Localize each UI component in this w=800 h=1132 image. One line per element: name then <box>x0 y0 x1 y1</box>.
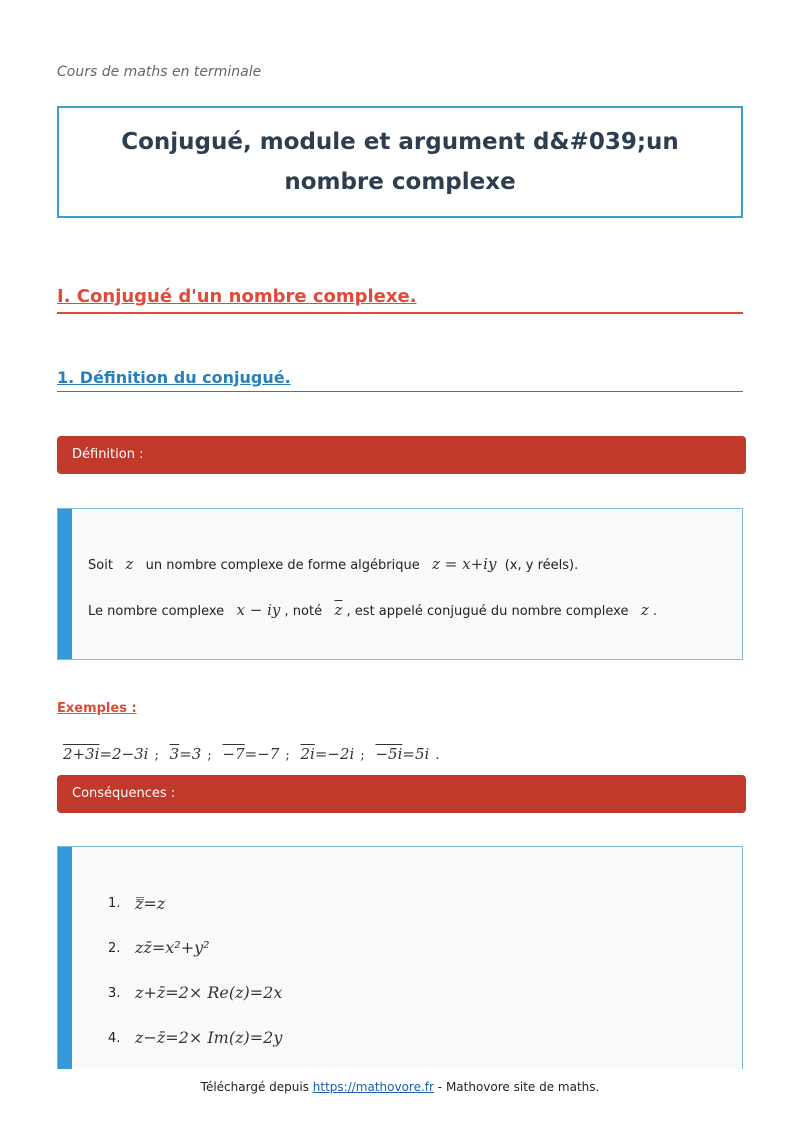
definition-line-1 <box>88 555 578 573</box>
section-heading: I. Conjugué d'un nombre complexe. <box>57 286 743 314</box>
text: un nombre complexe de forme algébrique <box>145 558 420 573</box>
list-number: 2. <box>108 941 121 956</box>
consequence-formula: zz̄=x²+y² <box>135 938 210 957</box>
definition-banner: Définition : <box>57 436 746 474</box>
math-z: z <box>125 555 134 573</box>
example-item: 2i=−2i <box>300 745 355 763</box>
math-algebraic-form: z = x+iy <box>432 555 497 573</box>
course-subtitle: Cours de maths en terminale <box>57 64 262 80</box>
title-box <box>57 106 743 218</box>
example-item: −7=−7 <box>222 745 280 763</box>
example-item: 3=3 <box>169 745 202 763</box>
list-number: 4. <box>108 1031 121 1046</box>
subsection-heading: 1. Définition du conjugué. <box>57 368 743 392</box>
list-number: 3. <box>108 986 121 1001</box>
text: , noté <box>284 604 323 619</box>
text: , est appelé conjugué du nombre complexe <box>346 604 629 619</box>
definition-line-2 <box>88 601 657 619</box>
example-item: 2+3i=2−3i <box>63 745 149 763</box>
examples-label: Exemples : <box>57 701 137 716</box>
math-conjugate-value: x − iy <box>236 601 281 619</box>
box-accent-bar <box>58 847 72 1069</box>
math-z-bar: $\overline{z}$ <box>334 601 343 619</box>
mathovore-link[interactable]: https://mathovore.fr <box>312 1080 434 1094</box>
footer <box>0 1080 800 1094</box>
footer-text: Téléchargé depuis <box>200 1080 309 1094</box>
box-accent-bar <box>58 509 72 659</box>
definition-box <box>57 508 743 660</box>
list-number: 1. <box>108 896 121 911</box>
consequences-banner: Conséquences : <box>57 775 746 813</box>
text: Le nombre complexe <box>88 604 225 619</box>
example-item: −5i=5i <box>375 745 430 763</box>
text: (x, y réels). <box>504 558 579 573</box>
text: Soit <box>88 558 113 573</box>
text: . <box>652 604 658 619</box>
math-z: z <box>640 601 649 619</box>
page-title: Conjugué, module et argument d&#039;un nombre complexe <box>121 129 679 195</box>
examples-line: 2+3i=2−3i ; 3=3 ; −7=−7 ; 2i=−2i ; −5i=5i . <box>63 745 440 763</box>
footer-text: - Mathovore site de maths. <box>437 1080 600 1094</box>
consequence-formula: z+z̄=2× Re(z)=2x <box>135 983 283 1002</box>
consequence-formula: z̿=z <box>135 894 166 913</box>
consequence-formula: z−z̄=2× Im(z)=2y <box>135 1028 283 1047</box>
